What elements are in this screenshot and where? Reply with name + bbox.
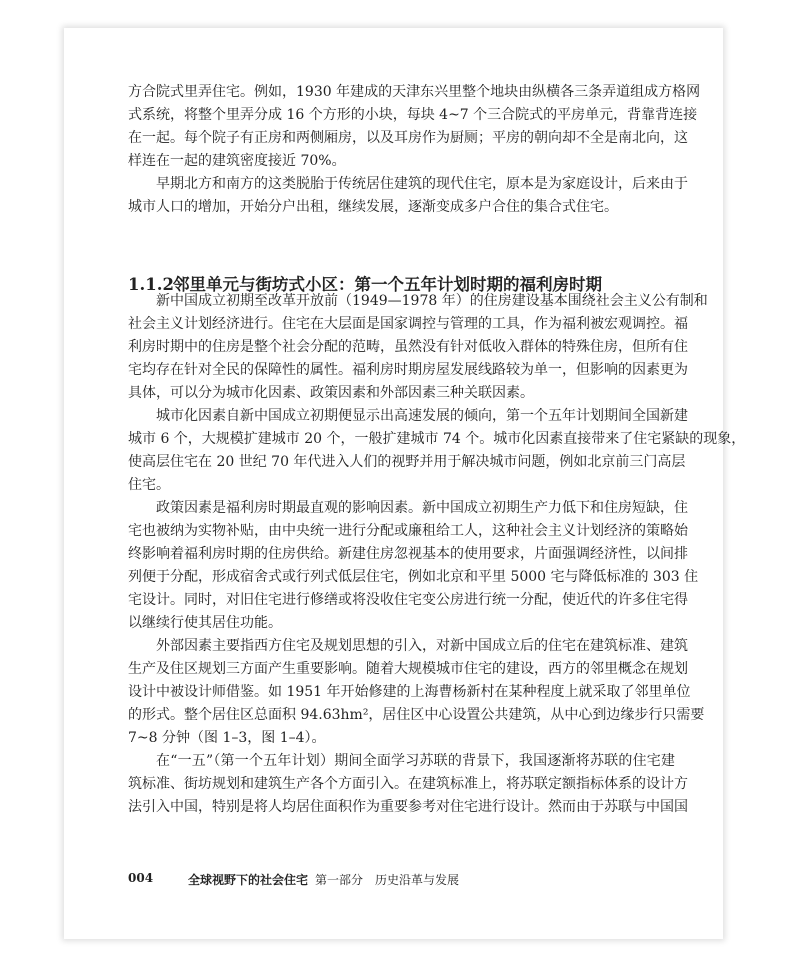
text-line: 城市化因素自新中国成立初期便显示出高速发展的倾向，第一个五年计划期间全国新建 xyxy=(156,408,688,424)
intro-text xyxy=(128,81,701,219)
text-line: 具体，可以分为城市化因素、政策因素和外部因素三种关联因素。 xyxy=(128,385,534,401)
paragraph xyxy=(128,405,746,497)
text-line: 新中国成立初期至改革开放前（1949—1978 年）的住房建设基本围绕社会主义公有制和 xyxy=(156,293,708,309)
paragraph xyxy=(128,497,699,635)
text-line: 住宅。 xyxy=(128,477,170,493)
paragraph xyxy=(128,290,708,405)
text-line: 以继续行使其居住功能。 xyxy=(128,615,282,631)
text-line: 终影响着福利房时期的住房供给。新建住房忽视基本的使用要求，片面强调经济性，以间排 xyxy=(128,546,688,562)
text-line: 样连在一起的建筑密度接近 70%。 xyxy=(128,153,346,169)
text-line: 生产及住区规划三方面产生重要影响。随着大规模城市住宅的建设，西方的邻里概念在规划 xyxy=(128,661,688,677)
footer-book-title: 全球视野下的社会住宅 xyxy=(188,873,309,887)
text-line: 设计中被设计师借鉴。如 1951 年开始修建的上海曹杨新村在某种程度上就采取了邻里单位 xyxy=(128,684,691,700)
text-line: 7~8 分钟（图 1–3，图 1–4）。 xyxy=(128,730,326,746)
text-line: 早期北方和南方的这类脱胎于传统居住建筑的现代住宅，原本是为家庭设计，后来由于 xyxy=(156,176,688,192)
text-line: 利房时期中的住房是整个社会分配的范畴，虽然没有针对低收入群体的特殊住房，但所有住 xyxy=(128,339,688,355)
text-line: 方合院式里弄住宅。例如，1930 年建成的天津东兴里整个地块由纵横各三条弄道组成方格网 xyxy=(128,84,701,100)
paragraph xyxy=(128,635,705,750)
text-line: 筑标准、街坊规划和建筑生产各个方面引入。在建筑标准上，将苏联定额指标体系的设计方 xyxy=(128,776,688,792)
body-text xyxy=(128,290,746,819)
paragraph xyxy=(128,81,701,173)
text-line: 城市人口的增加，开始分户出租，继续发展，逐渐变成多户合住的集合式住宅。 xyxy=(128,199,618,215)
text-line: 城市 6 个，大规模扩建城市 20 个，一般扩建城市 74 个。城市化因素直接带来了住宅紧缺的现象， xyxy=(128,431,746,447)
text-line: 外部因素主要指西方住宅及规划思想的引入，对新中国成立后的住宅在建筑标准、建筑 xyxy=(156,638,688,654)
document-page xyxy=(64,28,746,939)
text-line: 式系统，将整个里弄分成 16 个方形的小块，每块 4~7 个三合院式的平房单元，背靠背连接 xyxy=(128,107,698,123)
footer-page-number: 004 xyxy=(128,871,154,885)
text-line: 宅也被纳为实物补贴，由中央统一进行分配或廉租给工人，这种社会主义计划经济的策略始 xyxy=(128,523,688,539)
text-line: 列便于分配，形成宿舍式或行列式低层住宅，例如北京和平里 5000 宅与降低标准的 303 住 xyxy=(128,569,699,585)
text-line: 使高层住宅在 20 世纪 70 年代进入人们的视野并用于解决城市问题，例如北京前三门高层 xyxy=(128,454,686,470)
text-line: 宅设计。同时，对旧住宅进行修缮或将没收住宅变公房进行统一分配，使近代的许多住宅得 xyxy=(128,592,688,608)
text-line: 的形式。整个居住区总面积 94.63hm²，居住区中心设置公共建筑，从中心到边缘步行只需要 xyxy=(128,707,705,723)
text-line: 在一起。每个院子有正房和两侧厢房，以及耳房作为厨厕；平房的朝向却不全是南北向，这 xyxy=(128,130,688,146)
text-line: 宅均存在针对全民的保障性的属性。福利房时期房屋发展线路较为单一，但影响的因素更为 xyxy=(128,362,688,378)
text-line: 社会主义计划经济进行。住宅在大层面是国家调控与管理的工具，作为福利被宏观调控。福 xyxy=(128,316,688,332)
paragraph xyxy=(128,173,688,219)
paragraph xyxy=(128,750,688,819)
section-number: 1.1.2 xyxy=(128,275,174,294)
text-line: 在“一五”（第一个五年计划）期间全面学习苏联的背景下，我国逐渐将苏联的住宅建 xyxy=(156,753,675,769)
text-line: 法引入中国，特别是将人均居住面积作为重要参考对住宅进行设计。然而由于苏联与中国国 xyxy=(128,799,688,815)
text-line: 政策因素是福利房时期最直观的影响因素。新中国成立初期生产力低下和住房短缺，住 xyxy=(156,500,688,516)
footer-part: 第一部分 历史沿革与发展 xyxy=(315,873,460,887)
section-title: 邻里单元与街坊式小区：第一个五年计划时期的福利房时期 xyxy=(173,275,602,294)
